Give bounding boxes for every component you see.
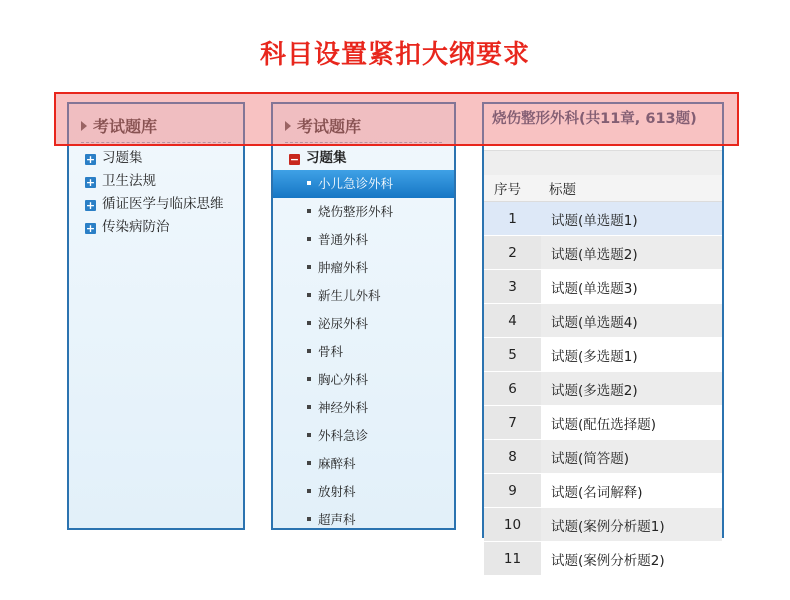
tree-item-label: 传染病防治 — [102, 219, 170, 235]
bullet-icon — [307, 461, 311, 465]
row-number: 5 — [484, 338, 541, 372]
table-row[interactable] — [484, 406, 722, 440]
caret-right-icon — [285, 121, 291, 131]
subject-item-label: 麻醉科 — [318, 456, 356, 471]
mid-panel — [271, 102, 456, 530]
row-title[interactable]: 试题(配伍选择题) — [541, 406, 722, 440]
bullet-icon — [307, 489, 311, 493]
row-number: 7 — [484, 406, 541, 440]
tree-item[interactable] — [85, 170, 243, 193]
right-panel — [482, 102, 724, 569]
bullet-icon — [307, 517, 311, 521]
left-tree — [69, 143, 243, 239]
bullet-icon — [307, 293, 311, 297]
subject-item[interactable] — [273, 198, 454, 226]
subject-item[interactable] — [273, 170, 454, 198]
subject-item-label: 外科急诊 — [318, 428, 369, 443]
tree-item-label: 卫生法规 — [102, 173, 156, 189]
subtree — [273, 170, 454, 534]
bullet-icon — [307, 433, 311, 437]
row-number: 6 — [484, 372, 541, 406]
table-row[interactable] — [484, 270, 722, 304]
expand-icon[interactable]: + — [85, 176, 96, 189]
table-body — [484, 202, 722, 576]
subject-item[interactable] — [273, 394, 454, 422]
table-row[interactable] — [484, 202, 722, 236]
row-title[interactable]: 试题(单选题3) — [541, 270, 722, 304]
row-title[interactable]: 试题(名词解释) — [541, 474, 722, 508]
tree-root-label: 习题集 — [306, 150, 347, 166]
subject-item[interactable] — [273, 338, 454, 366]
subject-item[interactable] — [273, 506, 454, 534]
toolbar-band — [484, 150, 722, 175]
row-number: 9 — [484, 474, 541, 508]
subject-item-label: 肿瘤外科 — [318, 260, 369, 275]
right-panel-header: 烧伤整形外科(共11章, 613题) — [484, 104, 722, 150]
row-title[interactable]: 试题(多选题1) — [541, 338, 722, 372]
bullet-icon — [307, 349, 311, 353]
bullet-icon — [307, 237, 311, 241]
subject-item[interactable] — [273, 478, 454, 506]
row-number: 2 — [484, 236, 541, 270]
caret-right-icon — [81, 121, 87, 131]
subject-item[interactable] — [273, 422, 454, 450]
subject-item-label: 普通外科 — [318, 232, 369, 247]
expand-icon[interactable]: + — [85, 153, 96, 166]
subject-item-label: 神经外科 — [318, 400, 369, 415]
column-header-num: 序号 — [484, 175, 541, 202]
table-row[interactable] — [484, 338, 722, 372]
row-number: 10 — [484, 508, 541, 542]
row-number: 8 — [484, 440, 541, 474]
left-panel-header-label: 考试题库 — [93, 117, 158, 136]
table-row[interactable] — [484, 236, 722, 270]
subject-item-label: 胸心外科 — [318, 372, 369, 387]
table-row[interactable] — [484, 304, 722, 338]
mid-panel-header-label: 考试题库 — [297, 117, 362, 136]
subject-item-label: 新生儿外科 — [318, 288, 381, 303]
bullet-icon — [307, 405, 311, 409]
tree-item[interactable] — [85, 147, 243, 170]
left-panel — [67, 102, 245, 530]
row-title[interactable]: 试题(案例分析题1) — [541, 508, 722, 542]
subject-item[interactable] — [273, 450, 454, 478]
subject-item[interactable] — [273, 310, 454, 338]
bullet-icon — [307, 181, 311, 185]
subject-item[interactable] — [273, 282, 454, 310]
mid-tree — [273, 143, 454, 534]
row-title[interactable]: 试题(简答题) — [541, 440, 722, 474]
subject-item-label: 小儿急诊外科 — [318, 176, 394, 191]
table-row[interactable] — [484, 372, 722, 406]
bullet-icon — [307, 377, 311, 381]
expand-icon[interactable]: + — [85, 199, 96, 212]
row-number: 1 — [484, 202, 541, 236]
row-title[interactable]: 试题(单选题1) — [541, 202, 722, 236]
mid-panel-header[interactable] — [285, 104, 442, 143]
collapse-icon[interactable]: − — [289, 153, 300, 166]
tree-item-label: 循证医学与临床思维 — [102, 196, 224, 212]
row-title[interactable]: 试题(单选题4) — [541, 304, 722, 338]
bullet-icon — [307, 265, 311, 269]
left-panel-header[interactable] — [81, 104, 231, 143]
bullet-icon — [307, 209, 311, 213]
row-title[interactable]: 试题(案例分析题2) — [541, 542, 722, 576]
table-header-row — [484, 175, 722, 202]
subject-item-label: 骨科 — [318, 344, 344, 359]
subject-item[interactable] — [273, 254, 454, 282]
table-row[interactable] — [484, 508, 722, 542]
tree-root-item[interactable] — [273, 147, 454, 170]
subject-item-label: 放射科 — [318, 484, 356, 499]
tree-item[interactable] — [85, 216, 243, 239]
row-number: 11 — [484, 542, 541, 576]
question-table — [484, 175, 722, 576]
subject-item-label: 超声科 — [318, 512, 356, 527]
table-row[interactable] — [484, 474, 722, 508]
subject-item[interactable] — [273, 366, 454, 394]
subject-list — [273, 170, 454, 534]
tree-item[interactable] — [85, 193, 243, 216]
tree-item-label: 习题集 — [102, 150, 143, 166]
table-row[interactable] — [484, 542, 722, 576]
subject-item-label: 烧伤整形外科 — [318, 204, 394, 219]
bullet-icon — [307, 321, 311, 325]
subject-item-label: 泌尿外科 — [318, 316, 369, 331]
table-row[interactable] — [484, 440, 722, 474]
row-title[interactable]: 试题(多选题2) — [541, 372, 722, 406]
row-number: 4 — [484, 304, 541, 338]
column-header-title: 标题 — [541, 175, 722, 202]
subject-item[interactable] — [273, 226, 454, 254]
expand-icon[interactable]: + — [85, 222, 96, 235]
row-number: 3 — [484, 270, 541, 304]
row-title[interactable]: 试题(单选题2) — [541, 236, 722, 270]
page-title: 科目设置紧扣大纲要求 — [259, 40, 530, 70]
